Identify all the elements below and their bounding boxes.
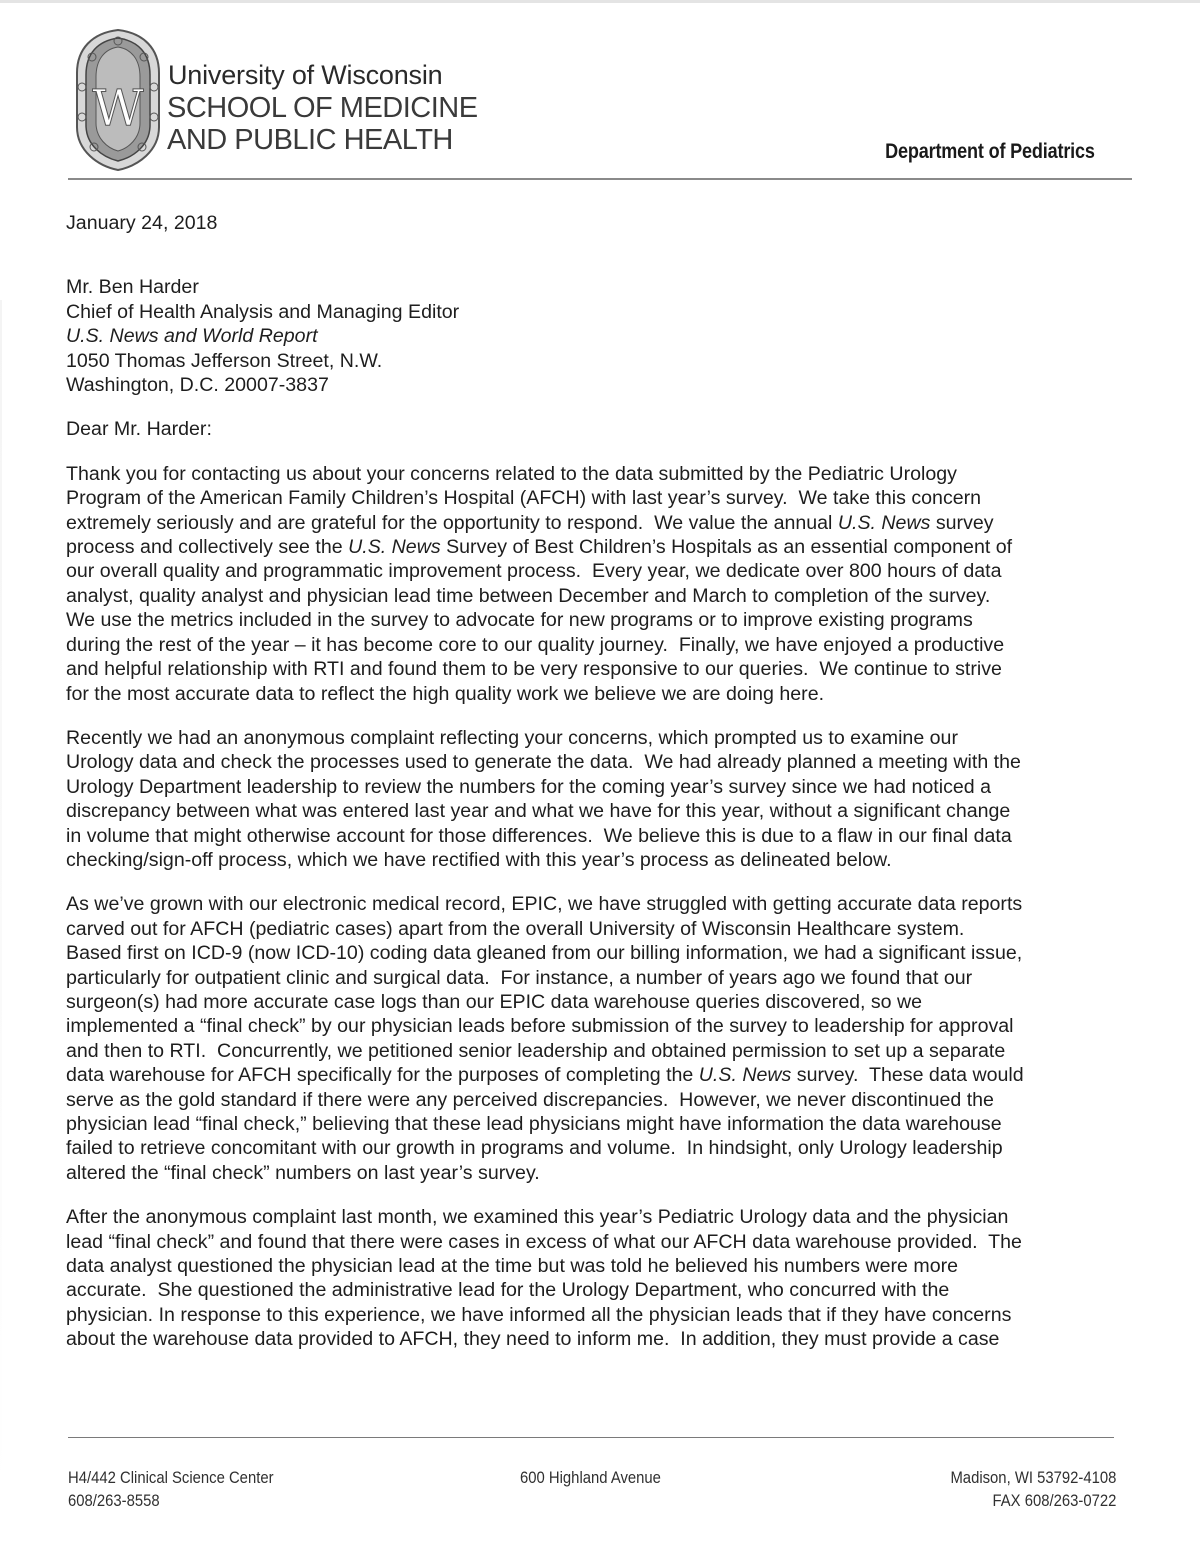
university-name: University of Wisconsin <box>168 60 443 90</box>
body-paragraph <box>66 726 1136 872</box>
paragraph-line <box>66 848 1136 872</box>
letter-paragraphs <box>66 462 1136 1352</box>
text-run: survey <box>930 511 994 534</box>
text-run: lead “final check” and found that there were cases in excess of what our AFCH data warehouse provided. The <box>66 1230 1022 1253</box>
footer-street <box>520 1467 661 1490</box>
footer-city: Madison, WI 53792-4108 <box>950 1469 1116 1487</box>
footer-divider <box>68 1437 1114 1438</box>
recipient-title: Chief of Health Analysis and Managing Editor <box>66 300 460 323</box>
paragraph-line <box>66 535 1136 559</box>
paragraph-line <box>66 1161 1136 1185</box>
text-run: Program of the American Family Children’s Hospital (AFCH) with last year’s survey. We take this concern <box>66 487 982 510</box>
recipient-block <box>66 275 1136 397</box>
paragraph-line <box>66 584 1136 608</box>
recipient-organization: U.S. News and World Report <box>66 325 318 348</box>
recipient-street: 1050 Thomas Jefferson Street, N.W. <box>66 349 383 372</box>
text-run: Urology data and check the processes used to generate the data. We had already planned a meeting with the <box>66 751 1021 774</box>
text-run: physician. In response to this experience, we have informed all the physician leads that if they have concerns <box>66 1303 1012 1326</box>
paragraph-line <box>66 559 1136 583</box>
text-run: and helpful relationship with RTI and found them to be very responsive to our queries. We continue to strive <box>66 658 1002 681</box>
letterhead-divider <box>68 178 1132 180</box>
department-name: Department of Pediatrics <box>885 140 1095 163</box>
paragraph-line <box>66 1063 1136 1087</box>
text-run: Recently we had an anonymous complaint reflecting your concerns, which prompted us to examine our <box>66 726 958 749</box>
text-run: After the anonymous complaint last month, we examined this year’s Pediatric Urology data and the physician <box>66 1206 1009 1229</box>
paragraph-line <box>66 726 1136 750</box>
italic-publication-name: U.S. News <box>698 1064 792 1087</box>
scan-left-shadow <box>0 300 2 1500</box>
letter-body <box>66 211 1136 1372</box>
italic-publication-name: U.S. News <box>837 511 931 534</box>
paragraph-line <box>66 657 1136 681</box>
text-run: physician lead “final check,” believing that these lead physicians might have information the data warehouse <box>66 1113 1002 1135</box>
crest-letter: W <box>92 79 144 137</box>
paragraph-line <box>66 750 1136 774</box>
body-paragraph <box>66 1205 1136 1351</box>
school-name-line-2: AND PUBLIC HEALTH <box>167 124 453 156</box>
text-run: for the most accurate data to reflect the high quality work we believe we are doing here. <box>66 682 825 705</box>
text-run: Urology Department leadership to review the numbers for the coming year’s survey since we had noticed a <box>66 775 992 798</box>
text-run: data analyst questioned the physician lead at the time but was told he believed his numbers were more <box>66 1255 959 1278</box>
text-run: Based first on ICD-9 (now ICD-10) coding data gleaned from our billing information, we had a significant issue, <box>66 942 1023 965</box>
scan-top-edge <box>0 0 1200 3</box>
italic-publication-name: U.S. News <box>348 536 441 559</box>
text-run: serve as the gold standard if there were any perceived discrepancies. However, we never discontinued the <box>66 1088 994 1111</box>
school-name <box>167 92 478 156</box>
paragraph-line <box>66 917 1136 941</box>
text-run: checking/sign-off process, which we have rectified with this year’s process as delineated below. <box>66 848 892 871</box>
paragraph-line <box>66 824 1136 848</box>
paragraph-line <box>66 486 1136 510</box>
text-run: our overall quality and programmatic improvement process. Every year, we dedicate over 800 hours of data <box>66 560 1002 583</box>
paragraph-line <box>66 941 1136 965</box>
uw-crest-icon <box>72 27 164 173</box>
paragraph-line <box>66 1278 1136 1302</box>
salutation: Dear Mr. Harder: <box>66 418 212 441</box>
paragraph-line <box>66 1205 1136 1229</box>
paragraph-line <box>66 990 1136 1014</box>
paragraph-line <box>66 1303 1136 1327</box>
text-run: Survey of Best Children’s Hospitals as an essential component of <box>440 536 1013 559</box>
text-run: surgeon(s) had more accurate case logs than our EPIC data warehouse queries discovered, so we <box>66 990 923 1013</box>
footer-city-block <box>950 1467 1116 1513</box>
recipient-name: Mr. Ben Harder <box>66 276 199 299</box>
text-run: extremely seriously and are grateful for the opportunity to respond. We value the annual <box>66 511 838 534</box>
footer-fax: FAX 608/263-0722 <box>992 1492 1116 1510</box>
body-paragraph <box>66 462 1136 706</box>
text-run: discrepancy between what was entered last year and what we have for this year, without a significant change <box>66 800 1011 823</box>
paragraph-line <box>66 1327 1136 1351</box>
school-name-line-1: SCHOOL OF MEDICINE <box>167 92 478 124</box>
paragraph-line <box>66 1230 1136 1254</box>
paragraph-line <box>66 775 1136 799</box>
paragraph-line <box>66 1112 1136 1136</box>
text-run: altered the “final check” numbers on last year’s survey. <box>66 1161 540 1184</box>
text-run: accurate. She questioned the administrative lead for the Urology Department, who concurred with the <box>66 1279 950 1302</box>
paragraph-line <box>66 1254 1136 1278</box>
text-run: We use the metrics included in the survey to advocate for new programs or to improve existing programs <box>66 609 973 632</box>
text-run: during the rest of the year – it has become core to our quality journey. Finally, we have enjoyed a productive <box>66 633 1005 656</box>
text-run: data warehouse for AFCH specifically for the purposes of completing the <box>66 1064 699 1087</box>
paragraph-line <box>66 966 1136 990</box>
footer-street-text: 600 Highland Avenue <box>520 1469 661 1487</box>
paragraph-line <box>66 633 1136 657</box>
text-run: about the warehouse data provided to AFCH, they need to inform me. In addition, they must provide a case <box>66 1328 1000 1351</box>
paragraph-line <box>66 511 1136 535</box>
text-run: particularly for outpatient clinic and surgical data. For instance, a number of years ago we found that our <box>66 966 973 989</box>
text-run: As we’ve grown with our electronic medical record, EPIC, we have struggled with getting accurate data reports <box>66 893 1023 916</box>
text-run: survey. These data would <box>791 1064 1024 1087</box>
paragraph-line <box>66 892 1136 916</box>
paragraph-line <box>66 682 1136 706</box>
paragraph-line <box>66 1088 1136 1112</box>
recipient-city: Washington, D.C. 20007-3837 <box>66 374 329 397</box>
paragraph-line <box>66 1039 1136 1063</box>
footer-address <box>68 1467 274 1513</box>
text-run: Thank you for contacting us about your concerns related to the data submitted by the Pediatric Urology <box>66 462 957 485</box>
paragraph-line <box>66 1014 1136 1038</box>
paragraph-line <box>66 462 1136 486</box>
text-run: in volume that might otherwise account for those differences. We believe this is due to a flaw in our final data <box>66 824 1012 847</box>
text-run: analyst, quality analyst and physician lead time between December and March to completion of the survey. <box>66 584 991 607</box>
paragraph-line <box>66 799 1136 823</box>
text-run: implemented a “final check” by our physician leads before submission of the survey to leadership for approval <box>66 1015 1014 1038</box>
letter-date: January 24, 2018 <box>66 212 218 234</box>
paragraph-line <box>66 1136 1136 1160</box>
text-run: carved out for AFCH (pediatric cases) apart from the overall University of Wisconsin Healthcare system. <box>66 917 965 940</box>
text-run: process and collectively see the <box>66 536 349 559</box>
text-run: and then to RTI. Concurrently, we petitioned senior leadership and obtained permission to set up a separate <box>66 1039 1006 1062</box>
text-run: failed to retrieve concomitant with our growth in programs and volume. In hindsight, only Urology leadership <box>66 1137 1003 1160</box>
footer-phone: 608/263-8558 <box>68 1492 160 1510</box>
body-paragraph <box>66 892 1136 1185</box>
paragraph-line <box>66 608 1136 632</box>
footer-building: H4/442 Clinical Science Center <box>68 1469 274 1487</box>
